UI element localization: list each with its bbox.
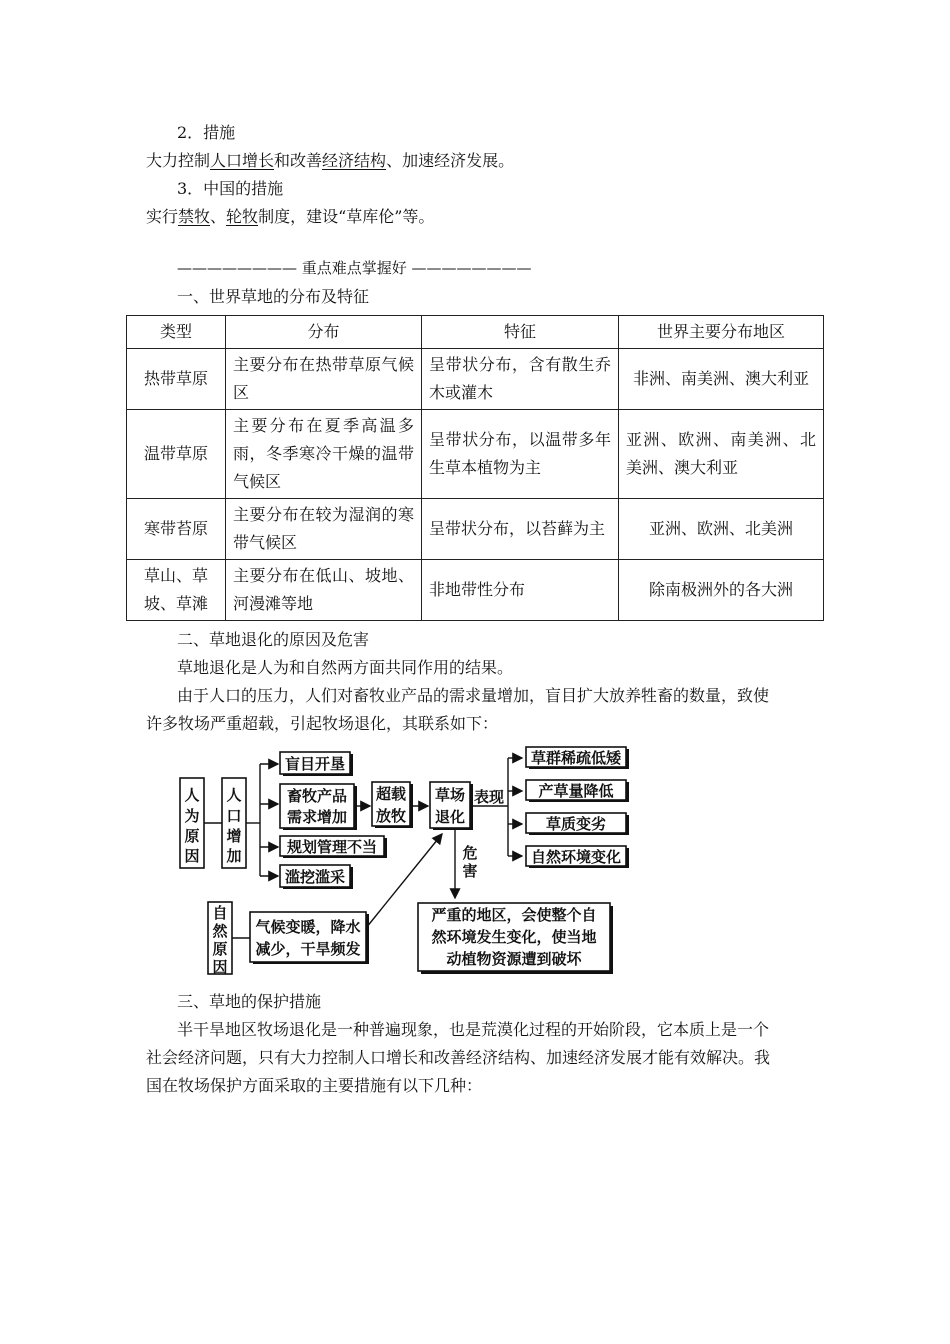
cell-regions: 非洲、南美洲、澳大利亚 <box>619 349 824 410</box>
livestock-demand-box <box>280 784 357 830</box>
table-row <box>127 410 824 499</box>
cell-regions: 除南极洲外的各大洲 <box>619 560 824 621</box>
text: 严重的地区，会使整个自 <box>431 906 597 924</box>
text: 畜牧产品 <box>286 787 348 805</box>
text: 草群稀疏低矮 <box>530 749 622 767</box>
blind-reclamation-box <box>280 752 353 776</box>
text: 然环境发生变化，使当地 <box>431 928 597 946</box>
text: 动植物资源遭到破坏 <box>446 950 582 968</box>
heading-measures: 2．措施 <box>177 123 236 142</box>
section2-title: 二、草地退化的原因及危害 <box>177 630 370 649</box>
poor-planning-box <box>280 836 387 858</box>
heading-china-measures: 3．中国的措施 <box>177 179 284 198</box>
text: 退化 <box>434 808 466 826</box>
section3-line2: 社会经济问题，只有大力控制人口增长和改善经济结构、加速经济发展才能有效解决。我 <box>146 1048 771 1067</box>
text: 规划管理不当 <box>286 838 378 856</box>
text: 和改善 <box>274 151 323 170</box>
serious-consequence-box <box>418 903 613 974</box>
cell-features: 呈带状分布，以温带多年生草本植物为主 <box>422 410 619 499</box>
text: 加 <box>226 847 242 865</box>
text: 草质变劣 <box>545 815 607 833</box>
section-divider: ———————— 重点难点掌握好 ———————— <box>177 259 532 277</box>
underlined-term: 人口增长 <box>210 151 275 170</box>
text: 草场 <box>434 786 466 804</box>
table-row <box>127 349 824 410</box>
text: 然 <box>212 922 228 940</box>
overgrazing-box <box>372 782 413 828</box>
text: 超载 <box>375 785 407 803</box>
section3-title: 三、草地的保护措施 <box>177 992 322 1011</box>
cell-distribution: 主要分布在低山、坡地、河漫滩等地 <box>226 560 422 621</box>
header-type: 类型 <box>127 316 226 349</box>
table-header-row <box>127 316 824 349</box>
cell-type: 热带草原 <box>127 349 226 410</box>
text: 实行 <box>146 207 179 226</box>
text: 因 <box>212 958 228 976</box>
cell-regions: 亚洲、欧洲、北美洲 <box>619 499 824 560</box>
yield-decrease-box <box>526 780 629 802</box>
text: 减少，干旱频发 <box>255 940 361 958</box>
section2-paragraph-2-line2: 许多牧场严重超载，引起牧场退化，其联系如下： <box>146 714 499 733</box>
manifestation-label: 表现 <box>473 788 505 806</box>
text: 气候变暖，降水 <box>255 918 361 936</box>
cell-features: 呈带状分布，以苔藓为主 <box>422 499 619 560</box>
cell-distribution: 主要分布在夏季高温多雨，冬季寒冷干燥的温带气候区 <box>226 410 422 499</box>
section2-paragraph-2-line1: 由于人口的压力，人们对畜牧业产品的需求量增加，盲目扩大放养牲畜的数量，致使 <box>177 686 770 705</box>
section2-paragraph-1: 草地退化是人为和自然两方面共同作用的结果。 <box>177 658 514 677</box>
population-increase-box <box>222 778 246 868</box>
text: 、 <box>210 207 227 226</box>
header-distribution: 分布 <box>226 316 422 349</box>
header-features: 特征 <box>422 316 619 349</box>
cell-features: 呈带状分布，含有散生乔木或灌木 <box>422 349 619 410</box>
text: 盲目开垦 <box>284 755 346 773</box>
text: 制度，建设“草库伦”等。 <box>258 207 435 226</box>
underlined-term: 经济结构 <box>322 151 387 170</box>
underlined-term: 禁牧 <box>178 207 211 226</box>
grassland-table <box>126 315 824 621</box>
text: 大力控制 <box>146 151 211 170</box>
text: 原 <box>212 940 228 958</box>
text: 因 <box>184 847 200 865</box>
cell-type: 温带草原 <box>127 410 226 499</box>
table-row <box>127 499 824 560</box>
harm-label: 危 <box>462 844 478 862</box>
degradation-flowchart <box>174 742 644 978</box>
environment-change-box <box>526 846 629 868</box>
text: 、加速经济发展。 <box>386 151 515 170</box>
table-row <box>127 560 824 621</box>
section1-title: 一、世界草地的分布及特征 <box>177 287 370 306</box>
text: 自然环境变化 <box>530 848 622 866</box>
section3-line1: 半干旱地区牧场退化是一种普遍现象，也是荒漠化过程的开始阶段，它本质上是一个 <box>177 1020 770 1039</box>
harm-label: 害 <box>462 862 478 880</box>
text: 人 <box>226 786 242 804</box>
sparse-grass-box <box>526 747 629 769</box>
grassland-degradation-box <box>430 782 473 830</box>
underlined-term: 轮牧 <box>226 207 259 226</box>
cell-distribution: 主要分布在较为湿润的寒带气候区 <box>226 499 422 560</box>
overdigging-box <box>280 865 353 889</box>
text: 自 <box>212 904 228 922</box>
human-cause-box <box>180 778 204 868</box>
text: 人 <box>184 786 200 804</box>
text: 需求增加 <box>286 808 348 826</box>
text: 产草量降低 <box>538 782 614 800</box>
quality-decline-box <box>526 813 629 835</box>
cell-distribution: 主要分布在热带草原气候区 <box>226 349 422 410</box>
text: 口 <box>226 807 242 825</box>
text: 放牧 <box>375 807 407 825</box>
section3-line3: 国在牧场保护方面采取的主要措施有以下几种： <box>146 1076 483 1095</box>
measures-paragraph <box>146 151 514 171</box>
climate-change-box <box>250 912 369 964</box>
natural-cause-box <box>208 902 232 976</box>
china-measures-paragraph <box>146 207 434 227</box>
text: 滥挖滥采 <box>284 868 346 886</box>
text: 为 <box>184 807 200 825</box>
cell-type: 寒带苔原 <box>127 499 226 560</box>
cell-features: 非地带性分布 <box>422 560 619 621</box>
header-regions: 世界主要分布地区 <box>619 316 824 349</box>
text: 原 <box>184 827 200 845</box>
cell-type: 草山、草坡、草滩 <box>127 560 226 621</box>
text: 增 <box>226 827 242 845</box>
cell-regions: 亚洲、欧洲、南美洲、北美洲、澳大利亚 <box>619 410 824 499</box>
